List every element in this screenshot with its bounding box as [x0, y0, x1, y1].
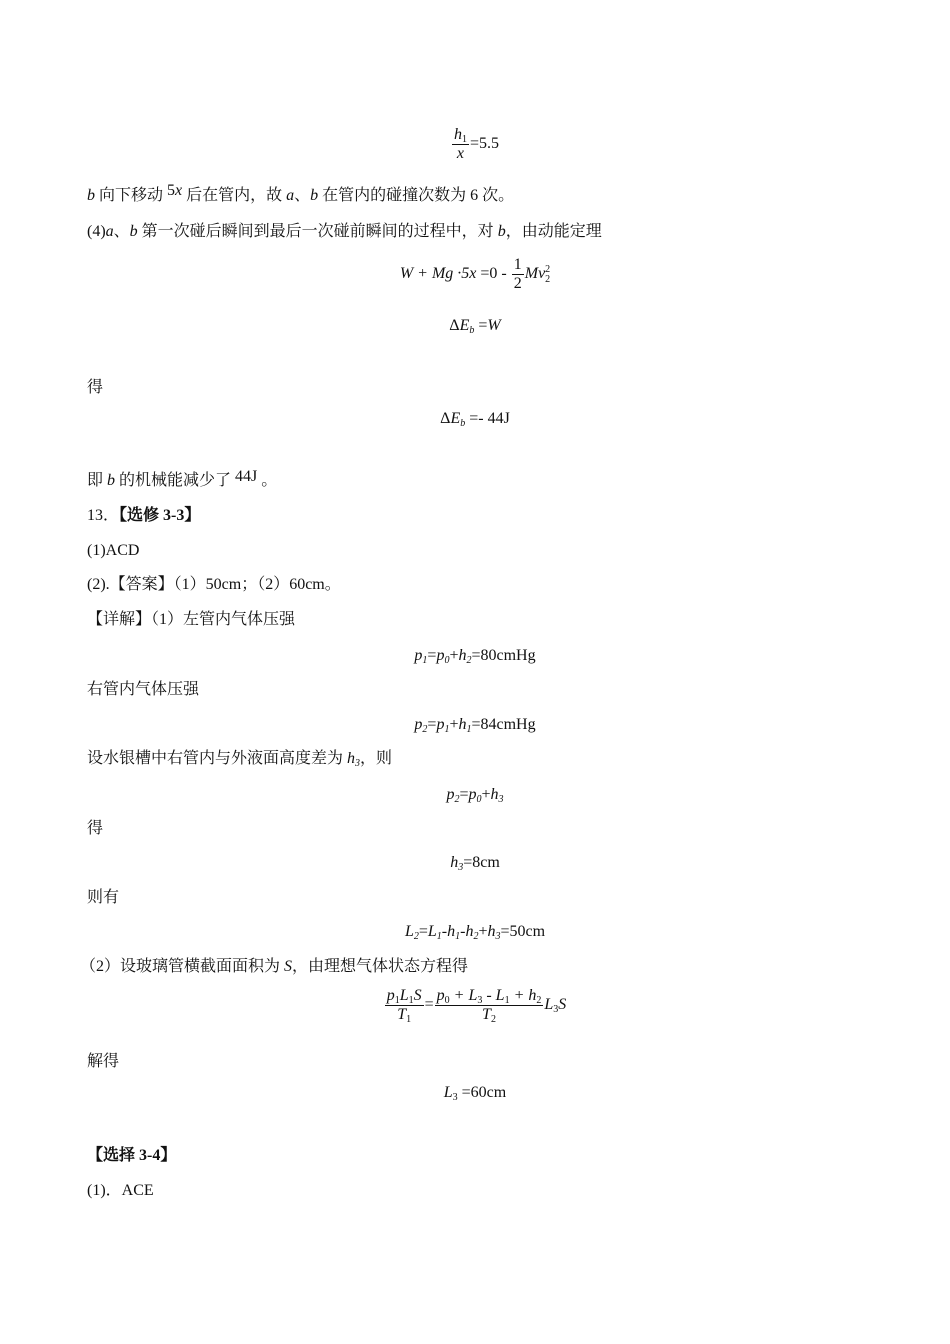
var-p: p: [414, 716, 423, 733]
sub: 2: [422, 724, 428, 735]
section-3-4-heading: 【选择 3-4】: [87, 1147, 177, 1164]
var-t: T: [482, 1006, 491, 1023]
inline-math: [167, 182, 182, 199]
text-jiede: 解得: [87, 1053, 120, 1070]
sub: 0: [444, 655, 450, 666]
text: +: [481, 786, 491, 803]
answer-part-1: (1)ACD: [87, 542, 140, 559]
sub: 2: [473, 931, 479, 942]
text: 设水银槽中右管内与外液面高度差为: [87, 750, 348, 767]
sub: 1: [466, 724, 472, 735]
sub: 2: [545, 273, 551, 285]
sub: 3: [553, 1004, 559, 1016]
sub: 1: [504, 995, 510, 1006]
var-h: h: [487, 923, 496, 940]
text: =60cm: [457, 1084, 507, 1101]
section-13-heading: [87, 506, 200, 526]
equation-ideal-gas: [0, 987, 950, 1024]
var-x: x: [469, 265, 477, 283]
equation-delta-eb-w: [0, 316, 950, 336]
var-b: b: [129, 223, 138, 240]
equation-rhs: =5.5: [469, 135, 500, 153]
sub: 3: [355, 758, 361, 769]
var-x: x: [456, 145, 465, 162]
var-e: E: [450, 410, 461, 427]
text: 在管内的碰撞次数为 6 次。: [318, 187, 515, 204]
sub: 0: [476, 794, 482, 805]
var-mv: Mv: [524, 265, 546, 283]
text: 5: [167, 182, 176, 199]
detail-explanation: 【详解】（1）左管内气体压强: [87, 611, 296, 628]
value: 44J: [235, 468, 258, 485]
var-l: L: [404, 923, 414, 940]
fraction: [452, 126, 469, 163]
var-t: T: [397, 1006, 407, 1023]
fraction-left: [385, 987, 424, 1024]
text: 第一次碰后瞬间到最后一次碰前瞬间的过程中，对: [137, 223, 498, 240]
text-right-tube: 右管内气体压强: [87, 681, 200, 698]
text: 的机械能减少了: [115, 472, 236, 489]
text-de-2: 得: [87, 820, 104, 837]
text: =: [427, 647, 437, 664]
text: =: [418, 923, 428, 940]
text: 。: [257, 472, 278, 489]
var-p: p: [436, 647, 445, 664]
delta: Δ: [440, 410, 451, 427]
var-l: L: [443, 1084, 453, 1101]
text-b-move: [87, 182, 515, 206]
var-h: h: [447, 923, 456, 940]
answer-3-4-part-1: (1)．ACE: [87, 1182, 154, 1199]
sub: 0: [444, 995, 450, 1006]
equation-delta-eb-value: [0, 409, 950, 429]
text: 、: [294, 187, 311, 204]
text-de: 得: [87, 379, 104, 396]
text: （2）设玻璃管横截面面积为: [80, 958, 285, 975]
sub: 1: [394, 995, 400, 1006]
text: 、: [113, 223, 130, 240]
var-h: h: [450, 854, 459, 871]
var-l: L: [427, 923, 437, 940]
text: =80cmHg: [471, 647, 536, 664]
sub: 1: [444, 724, 450, 735]
text: =0 -: [476, 265, 511, 283]
text: 即: [87, 472, 108, 489]
var-l: L: [399, 987, 409, 1004]
equation-L3: [0, 1083, 950, 1103]
sub: 2: [466, 655, 472, 666]
sub: b: [460, 418, 466, 429]
equation-work: [0, 256, 950, 293]
equation-L2: [0, 922, 950, 942]
fraction-half: [512, 256, 524, 293]
text-zeyou: 则有: [87, 889, 120, 906]
sub: 3: [498, 794, 504, 805]
text: -: [441, 923, 448, 940]
sub: 1: [422, 655, 428, 666]
var-a: a: [105, 223, 114, 240]
text: =: [459, 786, 469, 803]
text: +: [449, 647, 459, 664]
var-b: b: [497, 223, 506, 240]
var-h: h: [453, 126, 462, 143]
var-s: S: [558, 996, 567, 1014]
section-number: 13．: [87, 507, 120, 524]
sub: 2: [413, 931, 419, 942]
numerator: 1: [513, 256, 522, 273]
text: =: [474, 317, 488, 334]
var-p: p: [436, 716, 445, 733]
var-l: - L: [482, 987, 505, 1004]
var-a: a: [286, 187, 295, 204]
sub: 2: [490, 1014, 496, 1025]
sub: 1: [455, 931, 461, 942]
sub: 3: [477, 995, 483, 1006]
text: =: [424, 996, 434, 1014]
text: =- 44J: [465, 410, 510, 427]
text: (4): [87, 223, 106, 240]
var-h: h: [458, 647, 467, 664]
var-h: h: [465, 923, 474, 940]
sub: 1: [408, 995, 414, 1006]
var-p: p: [446, 786, 455, 803]
sub: 1: [436, 931, 442, 942]
text-energy-decrease: [87, 468, 278, 491]
var-p: p: [436, 987, 445, 1004]
var-h: h: [458, 716, 467, 733]
denominator: 2: [513, 275, 522, 292]
text: =8cm: [463, 854, 500, 871]
text: +: [449, 716, 459, 733]
text-part-4: [87, 222, 602, 242]
sub: 2: [454, 794, 460, 805]
text-set-h3: [87, 749, 392, 769]
text: =50cm: [500, 923, 546, 940]
var-h: + h: [509, 987, 537, 1004]
fraction-right: [435, 987, 544, 1024]
text: ，由理想气体状态方程得: [292, 958, 469, 975]
var-h: h: [490, 786, 499, 803]
sub: 3: [495, 931, 501, 942]
sub: 3: [458, 862, 464, 873]
equation-h3: [0, 853, 950, 873]
var-x: x: [175, 182, 183, 199]
equation-p2-h3: [0, 785, 950, 805]
var-s: S: [413, 987, 422, 1004]
text: -: [460, 923, 466, 940]
text: =84cmHg: [471, 716, 536, 733]
sub: b: [469, 325, 475, 336]
text: 向下移动: [95, 187, 168, 204]
text: ，则: [360, 750, 393, 767]
sup: 2: [545, 263, 551, 275]
sub: 2: [536, 995, 542, 1006]
var-p: p: [386, 987, 395, 1004]
equation-p2: [0, 715, 950, 735]
text: +: [478, 923, 488, 940]
var-e: E: [459, 317, 470, 334]
equation-h1-over-x: [0, 126, 950, 163]
var-b: b: [87, 187, 95, 204]
text: ，由动能定理: [505, 223, 602, 240]
text-part2-set: [80, 957, 468, 977]
var-p: p: [414, 647, 423, 664]
text: =: [427, 716, 437, 733]
var-h: h: [347, 750, 356, 767]
sub: 1: [406, 1014, 412, 1025]
var-l: L: [544, 996, 554, 1014]
equation-lhs: W + Mg ·5: [399, 265, 470, 283]
sub: 1: [461, 134, 467, 145]
var-w: W: [487, 317, 501, 334]
equation-p1: [0, 646, 950, 666]
text: 后在管内，故: [182, 187, 287, 204]
var-s: S: [284, 958, 293, 975]
var-l: + L: [449, 987, 478, 1004]
var-b: b: [107, 472, 116, 489]
var-p: p: [468, 786, 477, 803]
section-title: 【选修 3-3】: [119, 507, 201, 524]
sub: 3: [452, 1092, 458, 1103]
var-b: b: [310, 187, 319, 204]
answer-part-2: (2).【答案】（1）50cm；（2）60cm。: [87, 576, 341, 593]
delta: Δ: [449, 317, 460, 334]
